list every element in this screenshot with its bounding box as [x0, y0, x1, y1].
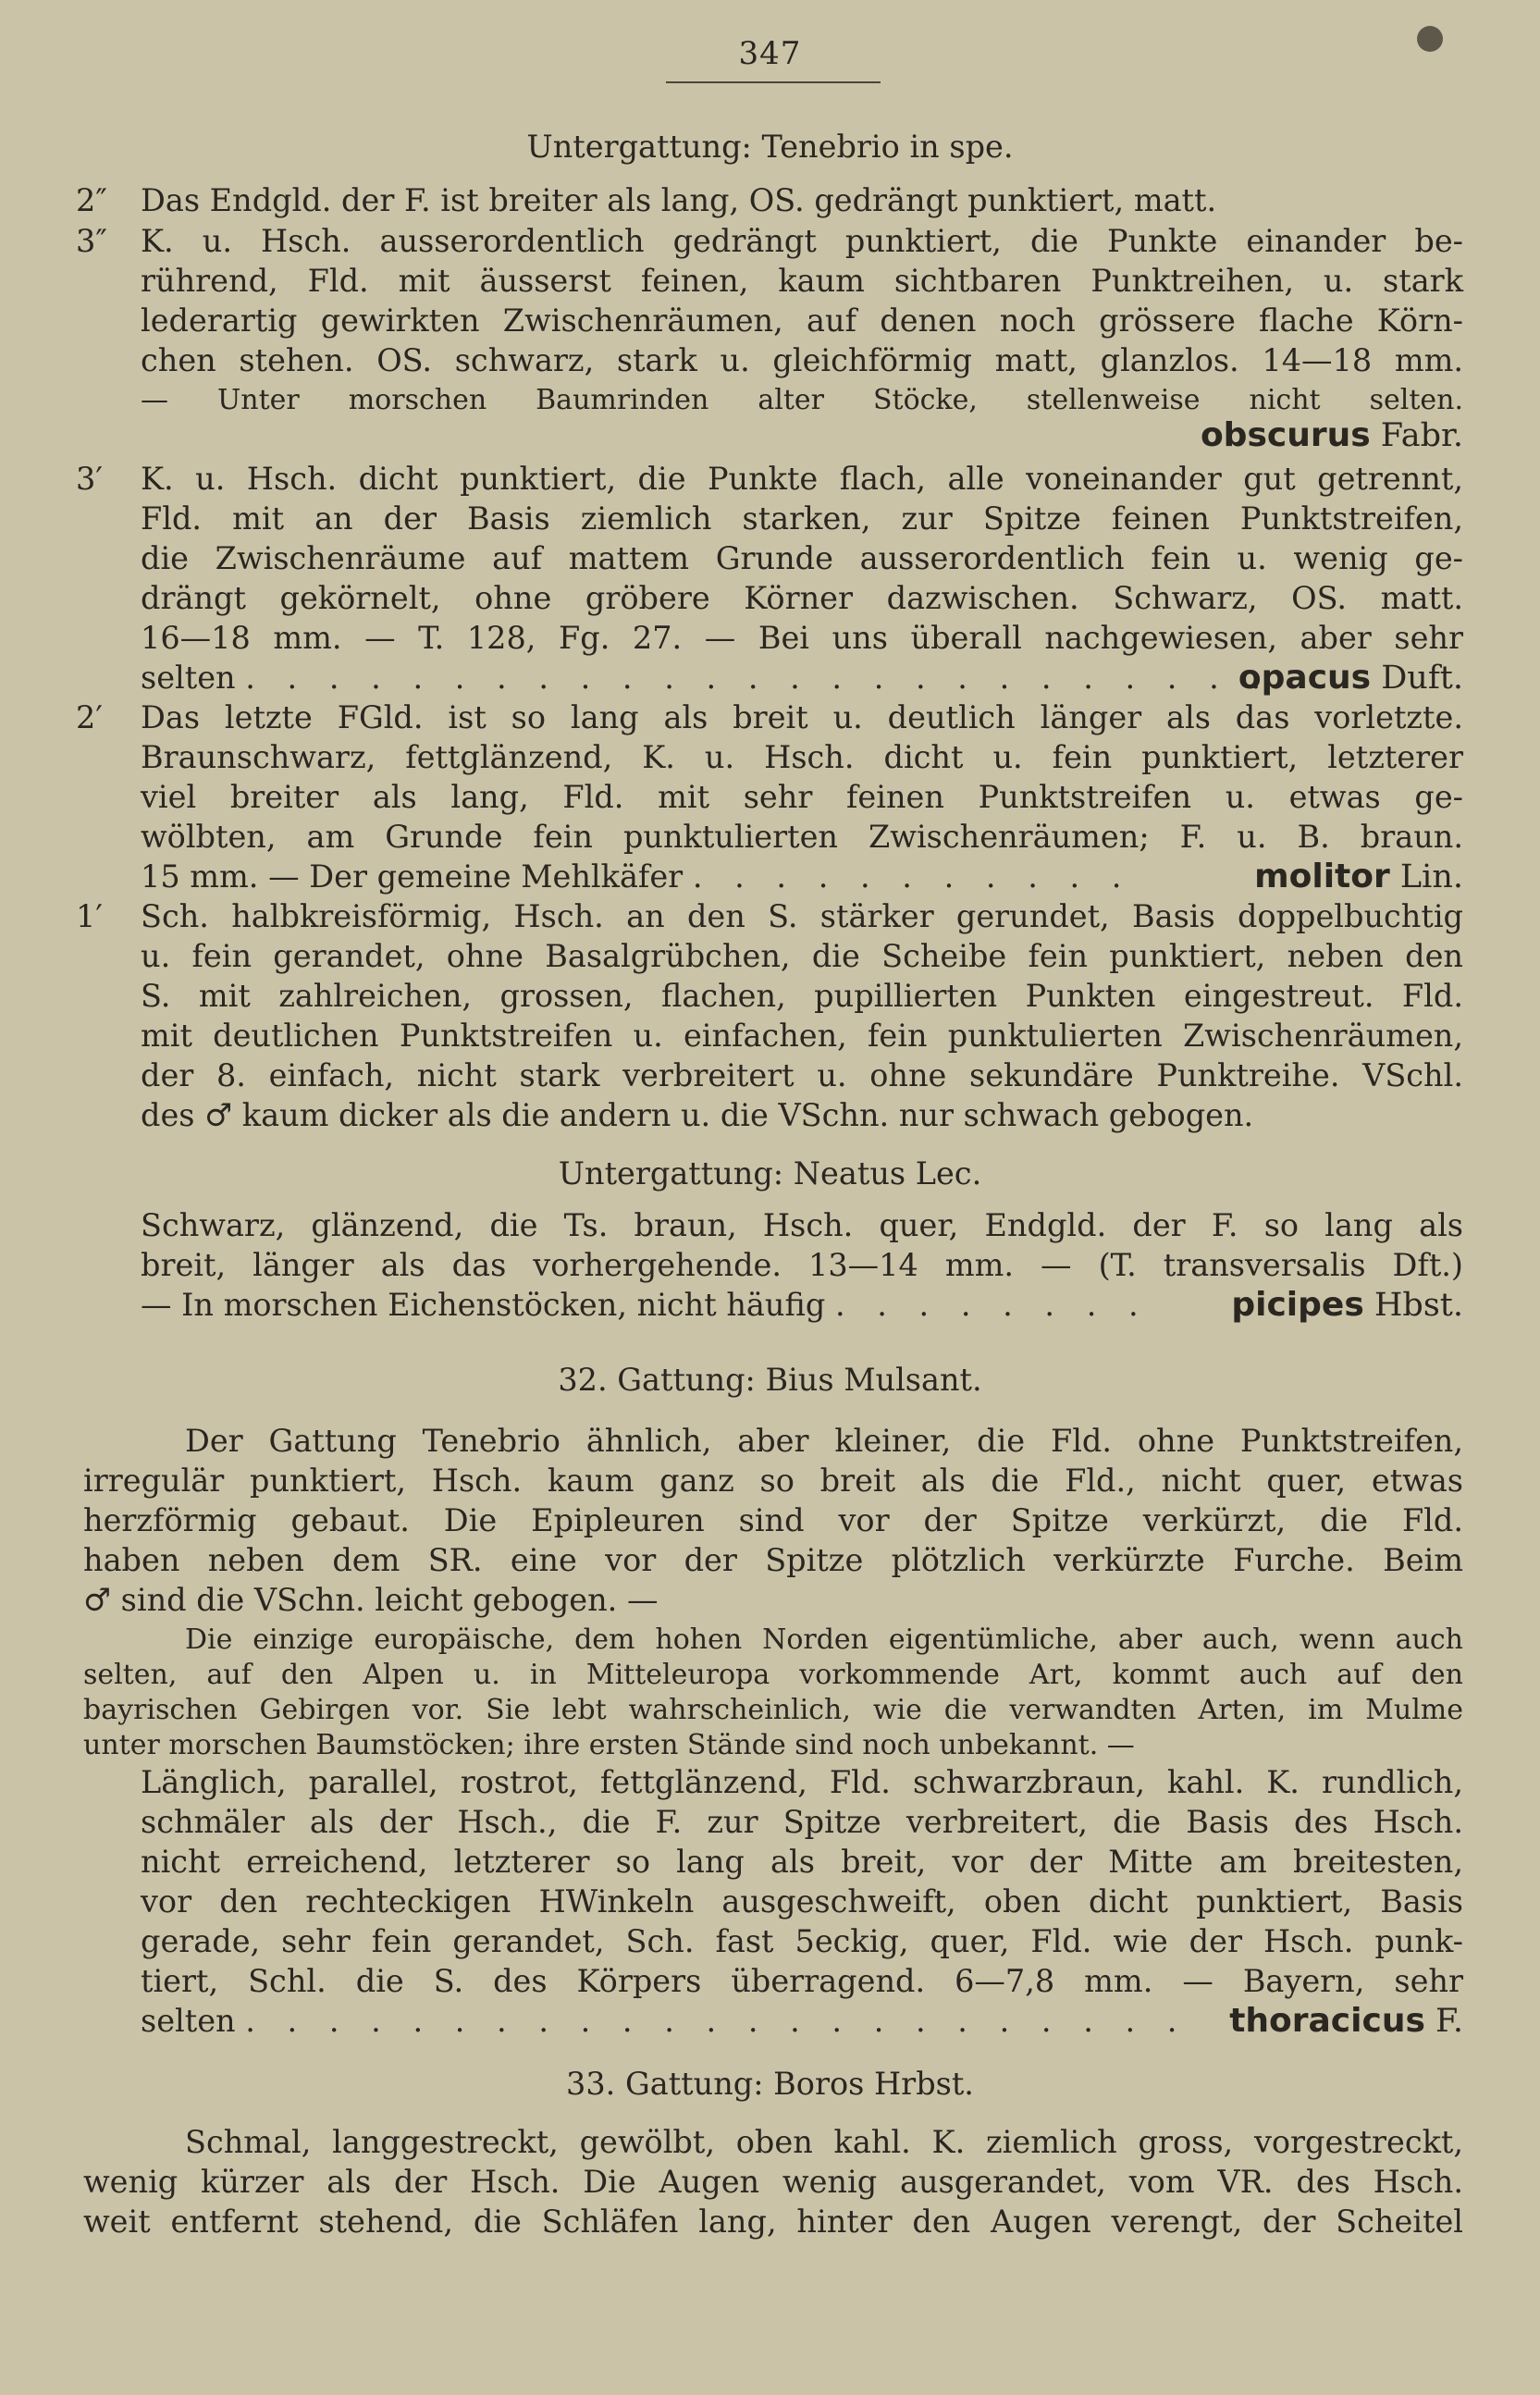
text-line: rührend, Fld. mit äusserst feinen, kaum sichtbaren Punktreihen, u. stark: [141, 263, 1463, 299]
text-line: — Unter morschen Baumrinden alter Stöcke, stellenweise nicht selten.: [141, 384, 1463, 416]
species-author: Lin.: [1399, 858, 1463, 895]
text-line: die Zwischenräume auf mattem Grunde ausserordentlich fein u. wenig ge-: [141, 540, 1463, 576]
text-line: drängt gekörnelt, ohne gröbere Körner dazwischen. Schwarz, OS. matt.: [141, 580, 1463, 616]
text-line: Fld. mit an der Basis ziemlich starken, zur Spitze feinen Punktstreifen,: [141, 500, 1463, 537]
text-line: 16—18 mm. — T. 128, Fg. 27. — Bei uns überall nachgewiesen, aber sehr: [141, 620, 1463, 656]
species-entry: [1231, 1286, 1463, 1325]
leader-dots: . . . . . . . . . . . . . . . . . . . . . . .: [245, 2003, 1189, 2039]
text-line: wölbten, am Grunde fein punktulierten Zwischenräumen; F. u. B. braun.: [141, 819, 1463, 855]
text-line: tiert, Schl. die S. des Körpers überragend. 6—7,8 mm. — Bayern, sehr: [141, 1963, 1463, 1999]
species-entry: [1201, 416, 1463, 455]
subgenus-heading: [0, 128, 1540, 167]
text-line: wenig kürzer als der Hsch. Die Augen wenig ausgerandet, vom VR. des Hsch.: [83, 2164, 1463, 2200]
text-line: des ♂ kaum dicker als die andern u. die VSchn. nur schwach gebogen.: [141, 1097, 1254, 1133]
text-line: Schwarz, glänzend, die Ts. braun, Hsch. quer, Endgld. der F. so lang als: [141, 1207, 1463, 1243]
species-author: F.: [1435, 2003, 1463, 2040]
text-line: K. u. Hsch. ausserordentlich gedrängt punktiert, die Punkte einander be-: [141, 223, 1463, 259]
text-line: Der Gattung Tenebrio ähnlich, aber kleiner, die Fld. ohne Punktstreifen,: [185, 1423, 1463, 1459]
species-name: molitor: [1254, 858, 1390, 895]
key-mark: 3″: [76, 223, 107, 259]
header-rule: [666, 81, 881, 83]
text-line: vor den rechteckigen HWinkeln ausgeschweift, oben dicht punktiert, Basis: [141, 1883, 1463, 1920]
leader-dots: . . . . . . . . . . . . . . . . . . . . . . . . .: [245, 660, 1273, 696]
text: selten: [141, 660, 236, 696]
genus-heading: 33. Gattung: Boros Hrbst.: [566, 2066, 974, 2102]
text-line: nicht erreichend, letzterer so lang als breit, vor der Mitte am breitesten,: [141, 1844, 1463, 1880]
species-author: Hbst.: [1374, 1287, 1463, 1324]
text: — In morschen Eichenstöcken, nicht häufig: [141, 1287, 826, 1323]
text-line: breit, länger als das vorhergehende. 13—14 mm. — (T. transversalis Dft.): [141, 1247, 1463, 1283]
text-line: unter morschen Baumstöcken; ihre ersten Stände sind noch unbekannt. —: [83, 1729, 1135, 1761]
text-line: schmäler als der Hsch., die F. zur Spitze verbreitert, die Basis des Hsch.: [141, 1804, 1463, 1840]
key-mark: 3′: [76, 461, 103, 497]
species-entry: [1229, 2002, 1463, 2041]
species-name: opacus: [1238, 659, 1372, 697]
species-author: Duft.: [1381, 660, 1463, 697]
key-mark: 2″: [76, 182, 107, 218]
text-line: viel breiter als lang, Fld. mit sehr feinen Punktstreifen u. etwas ge-: [141, 779, 1463, 815]
text-line: weit entfernt stehend, die Schläfen lang, hinter den Augen verengt, der Scheitel: [83, 2204, 1463, 2240]
text-line: K. u. Hsch. dicht punktiert, die Punkte flach, alle voneinander gut getrennt,: [141, 461, 1463, 497]
species-name: obscurus: [1200, 416, 1371, 454]
text-line: gerade, sehr fein gerandet, Sch. fast 5eckig, quer, Fld. wie der Hsch. punk-: [141, 1923, 1463, 1959]
text-line: herzförmig gebaut. Die Epipleuren sind vor der Spitze verkürzt, die Fld.: [83, 1502, 1463, 1538]
text-line: haben neben dem SR. eine vor der Spitze plötzlich verkürzte Furche. Beim: [83, 1542, 1463, 1578]
text: Untergattung: Tenebrio in spe.: [526, 129, 1014, 165]
species-entry: [1254, 858, 1463, 896]
text-line: der 8. einfach, nicht stark verbreitert u. ohne sekundäre Punktreihe. VSchl.: [141, 1057, 1463, 1093]
species-entry: [1238, 659, 1463, 698]
subgenus-heading: Untergattung: Neatus Lec.: [558, 1155, 982, 1191]
text-line: chen stehen. OS. schwarz, stark u. gleichförmig matt, glanzlos. 14—18 mm.: [141, 342, 1463, 378]
species-name: thoracicus: [1229, 2002, 1425, 2040]
text-line: mit deutlichen Punktstreifen u. einfachen, fein punktulierten Zwischenräumen,: [141, 1018, 1463, 1054]
text-line: Braunschwarz, fettglänzend, K. u. Hsch. dicht u. fein punktiert, letzterer: [141, 739, 1463, 775]
text-line: Schmal, langgestreckt, gewölbt, oben kahl. K. ziemlich gross, vorgestreckt,: [185, 2124, 1463, 2160]
text-line: ♂ sind die VSchn. leicht gebogen. —: [83, 1582, 659, 1618]
species-name: picipes: [1231, 1286, 1364, 1324]
leader-dots: . . . . . . . .: [834, 1287, 1150, 1323]
key-mark: 1′: [76, 898, 103, 934]
text-line: irregulär punktiert, Hsch. kaum ganz so breit als die Fld., nicht quer, etwas: [83, 1463, 1463, 1499]
text-line: bayrischen Gebirgen vor. Sie lebt wahrscheinlich, wie die verwandten Arten, im Mulme: [83, 1694, 1463, 1726]
text-line: selten, auf den Alpen u. in Mitteleuropa vorkommende Art, kommt auch auf den: [83, 1659, 1463, 1691]
text-line: Länglich, parallel, rostrot, fettglänzend, Fld. schwarzbraun, kahl. K. rundlich,: [141, 1764, 1463, 1800]
text: selten: [141, 2003, 236, 2039]
genus-heading: 32. Gattung: Bius Mulsant.: [558, 1362, 982, 1398]
page-number: 347: [738, 35, 802, 72]
text: 15 mm. — Der gemeine Mehlkäfer: [141, 858, 684, 895]
text-line: Die einzige europäische, dem hohen Norden eigentümliche, aber auch, wenn auch: [185, 1623, 1463, 1656]
text-line: u. fein gerandet, ohne Basalgrübchen, die Scheibe fein punktiert, neben den: [141, 938, 1463, 974]
leader-dots: . . . . . . . . . . .: [692, 858, 1133, 895]
key-mark: 2′: [76, 699, 103, 735]
text-line: lederartig gewirkten Zwischenräumen, auf denen noch grössere flache Körn-: [141, 302, 1463, 339]
species-author: Fabr.: [1380, 417, 1463, 454]
text-line: Sch. halbkreisförmig, Hsch. an den S. stärker gerundet, Basis doppelbuchtig: [141, 898, 1463, 934]
text-line: Das Endgld. der F. ist breiter als lang, OS. gedrängt punktiert, matt.: [141, 182, 1217, 218]
text-line: S. mit zahlreichen, grossen, flachen, pupillierten Punkten eingestreut. Fld.: [141, 978, 1463, 1014]
text-line: Das letzte FGld. ist so lang als breit u. deutlich länger als das vorletzte.: [141, 699, 1463, 735]
